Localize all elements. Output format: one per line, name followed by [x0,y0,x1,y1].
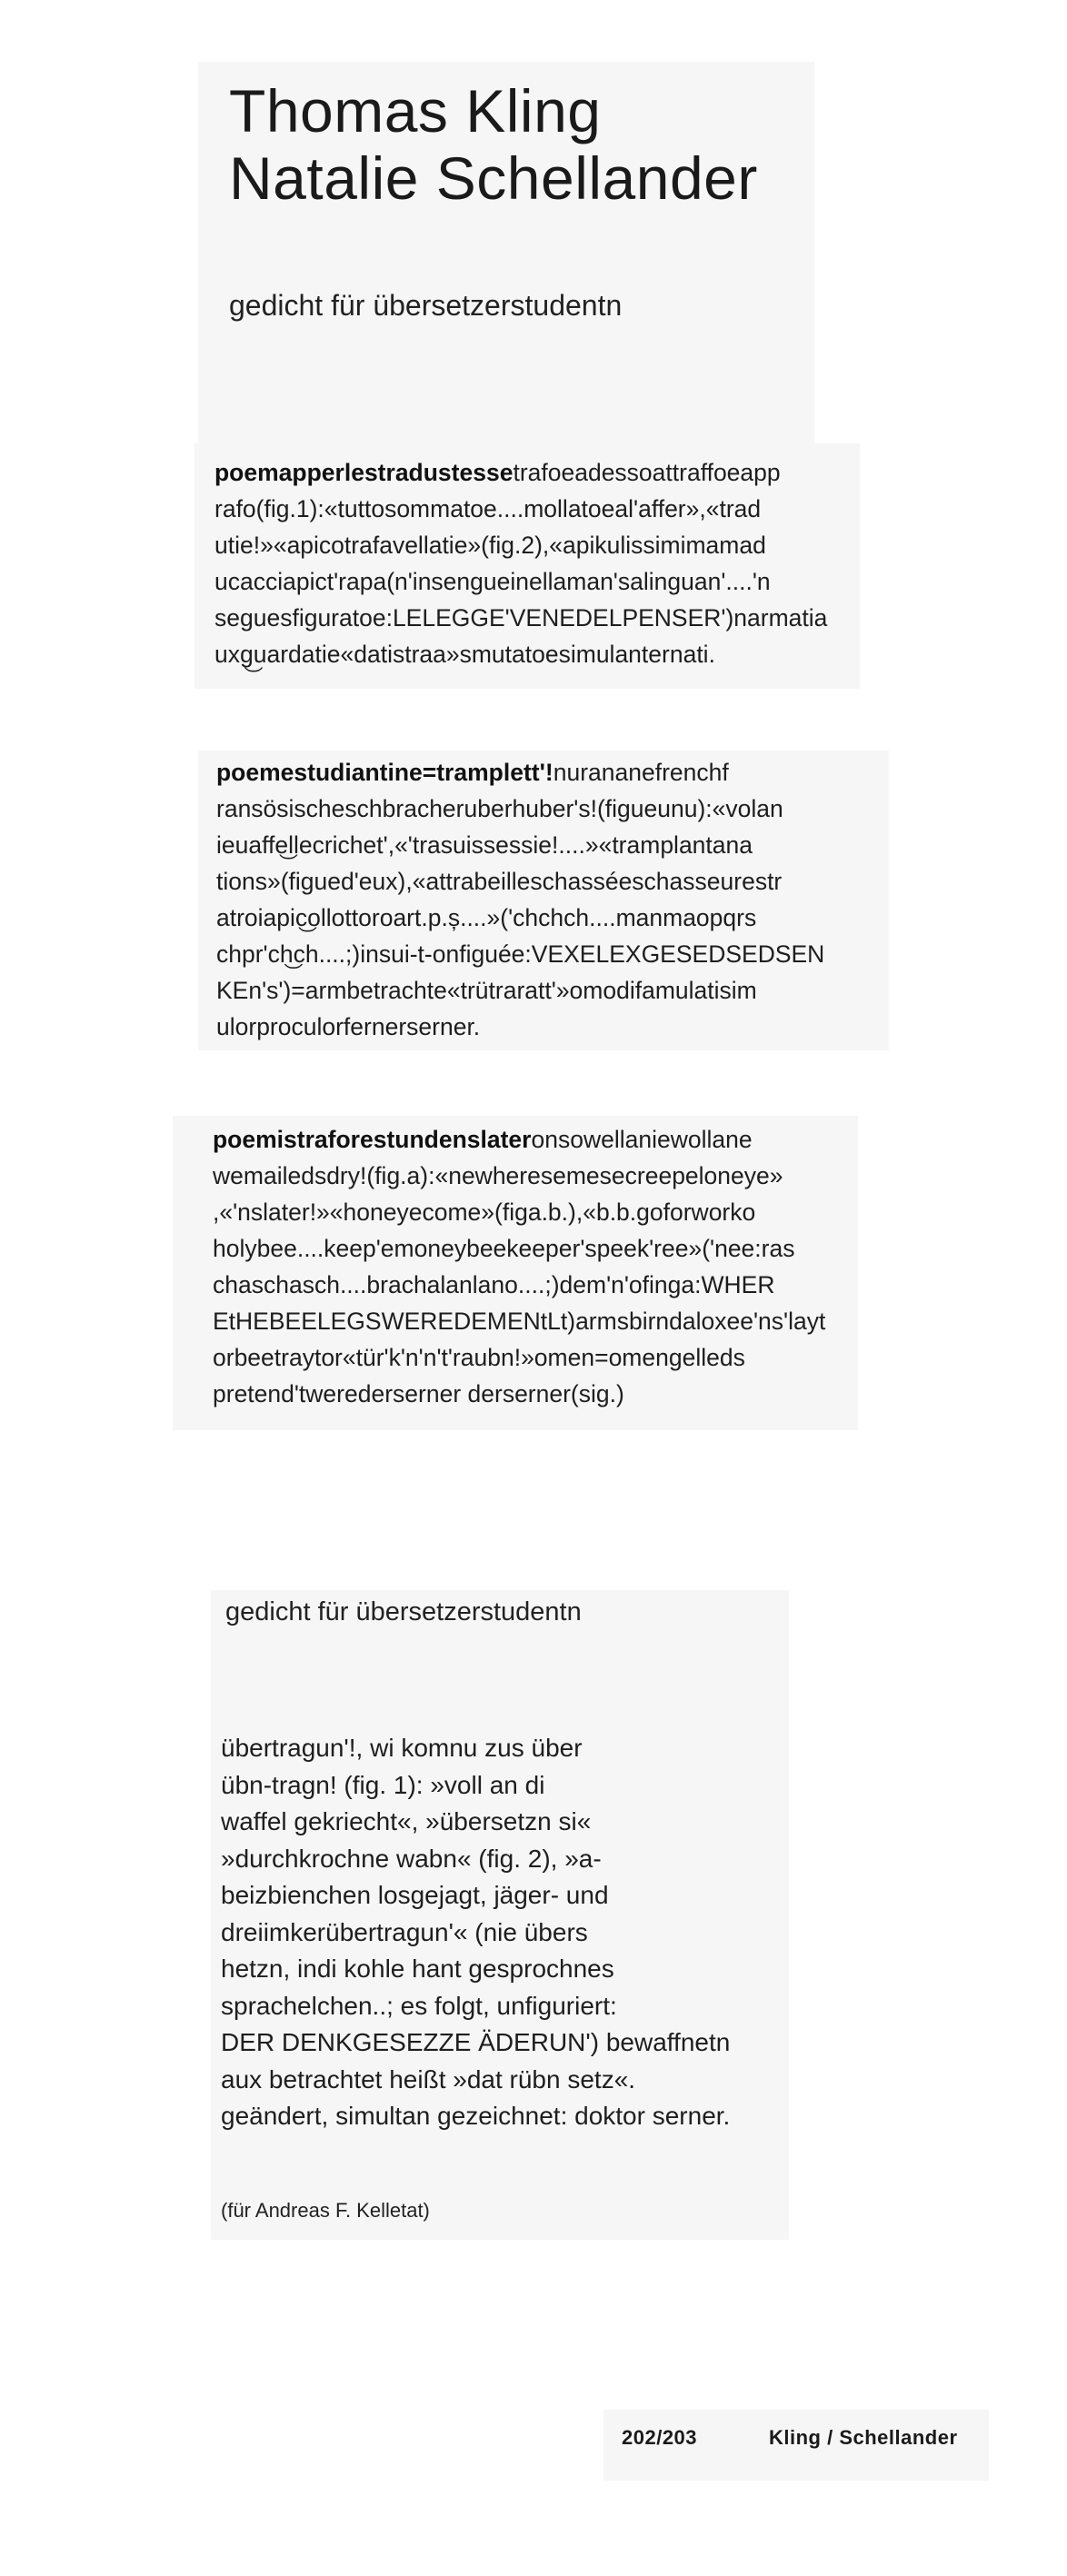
running-footer-authors: Kling / Schellander [769,2426,958,2449]
author-name-1: Thomas Kling [229,77,602,144]
stanza-line: KEn's')=armbetrachte«trütraratt'»omodifamulatisim [216,977,757,1004]
stanza-line: ucacciapict'rapa(n'insengueinellaman'salinguan'....'n [214,568,771,595]
stanza-line: waffel gekriecht«, »übersetzn si« [221,1807,592,1835]
stanza-line: holybee....keep'emoneybeekeeper'speek'ree»('nee:ras [213,1235,795,1262]
stanza-line: »durchkrochne wabn« (fig. 2), »a- [221,1844,602,1873]
stanza-heading: poemistraforestundenslater [213,1126,532,1153]
stanza-line: aux betrachtet heißt »dat rübn setz«. [221,2064,636,2094]
stanza-line: seguesfiguratoe:LELEGGE'VENEDELPENSER')narmatia [214,604,828,632]
poem-subtitle: gedicht für übersetzerstudentn [229,289,623,322]
stanza-line [214,454,827,491]
stanza-line: EtHEBEELEGSWEREDEMENtLt)armsbirndaloxee'ns'layt [213,1308,826,1335]
stanza-line: dreiimkerübertragun'« (nie übers [221,1917,588,1946]
stanza-line: übertragun'!, wi komnu zus über [221,1734,583,1762]
stanza-heading: poemapperlestradustesse [214,459,514,486]
stanza-line: rafo(fig.1):«tuttosommatoe....mollatoeal'affer»,«trad [214,495,762,522]
poem-stanza-2 [216,754,824,1045]
stanza-line: utie!»«apicotrafavellatie»(fig.2),«apikulissimimamad [214,532,766,559]
stanza-line: atroiapic͜ollottoroart.p.ș....»('chchch....manmaopqrs [216,904,757,931]
stanza-text: trafoeadessoattraffoeapp [513,459,781,486]
stanza-text: nurananefrenchf [553,759,729,786]
stanza-line: pretend'twerederserner derserner(sig.) [213,1380,624,1407]
dedication: (für Andreas F. Kelletat) [221,2199,430,2222]
stanza-line: DER DENKGESEZZE ÄDERUN') bewaffnetn [221,2028,731,2056]
stanza-line: tions»(figued'eux),«attrabeilleschasséeschasseurestr [216,868,783,895]
stanza-line: orbeetraytor«tür'k'n'n't'raubn!»omen=omengelleds [213,1344,745,1371]
stanza-line: chaschasch....brachalanlano....;)dem'n'ofinga:WHER [213,1271,775,1298]
stanza-line: chpr'ch͜ch....;)insui-t-onfiguée:VEXELEXGESEDSEDSEN [216,940,825,968]
stanza-line: geändert, simultan gezeichnet: doktor serner. [221,2102,731,2130]
stanza-line: ,«'nslater!»«honeyecome»(figa.b.),«b.b.goforworko [213,1198,756,1226]
stanza-line [213,1121,825,1158]
poem-stanza-1 [214,454,827,672]
stanza-line: sprachelchen..; es folgt, unfiguriert: [221,1991,617,2020]
stanza-line: ransösischeschbracheruberhuber's!(figueunu):«volan [216,795,783,822]
stanza-line: hetzn, indi kohle hant gesprochnes [221,1954,614,1983]
poem-stanza-3 [213,1121,825,1412]
poem-stanza-german [221,1730,730,2135]
author-name-2: Natalie Schellander [229,144,758,212]
stanza-heading: poemestudiantine=tramplett'! [216,759,553,786]
stanza-line: beizbienchen losgejagt, jäger- und [221,1881,609,1909]
stanza-line: übn-tragn! (fig. 1): »voll an di [221,1770,545,1799]
stanza-line: ieuaffe͜llecrichet',«'trasuissessie!....»«tramplantana [216,831,753,859]
stanza-line: uxg͜uardatie«datistraa»smutatoesimulanternati. [214,641,715,668]
page-numbers: 202/203 [622,2426,698,2449]
stanza-line [216,754,824,791]
stanza-line: wemailedsdry!(fig.a):«newheresemesecreepeloneye» [213,1162,783,1189]
stanza-line: ulorproculorfernerserner. [216,1013,481,1040]
stanza-text: onsowellaniewollane [531,1126,753,1153]
poem-subtitle-german: gedicht für übersetzerstudentn [225,1597,582,1626]
